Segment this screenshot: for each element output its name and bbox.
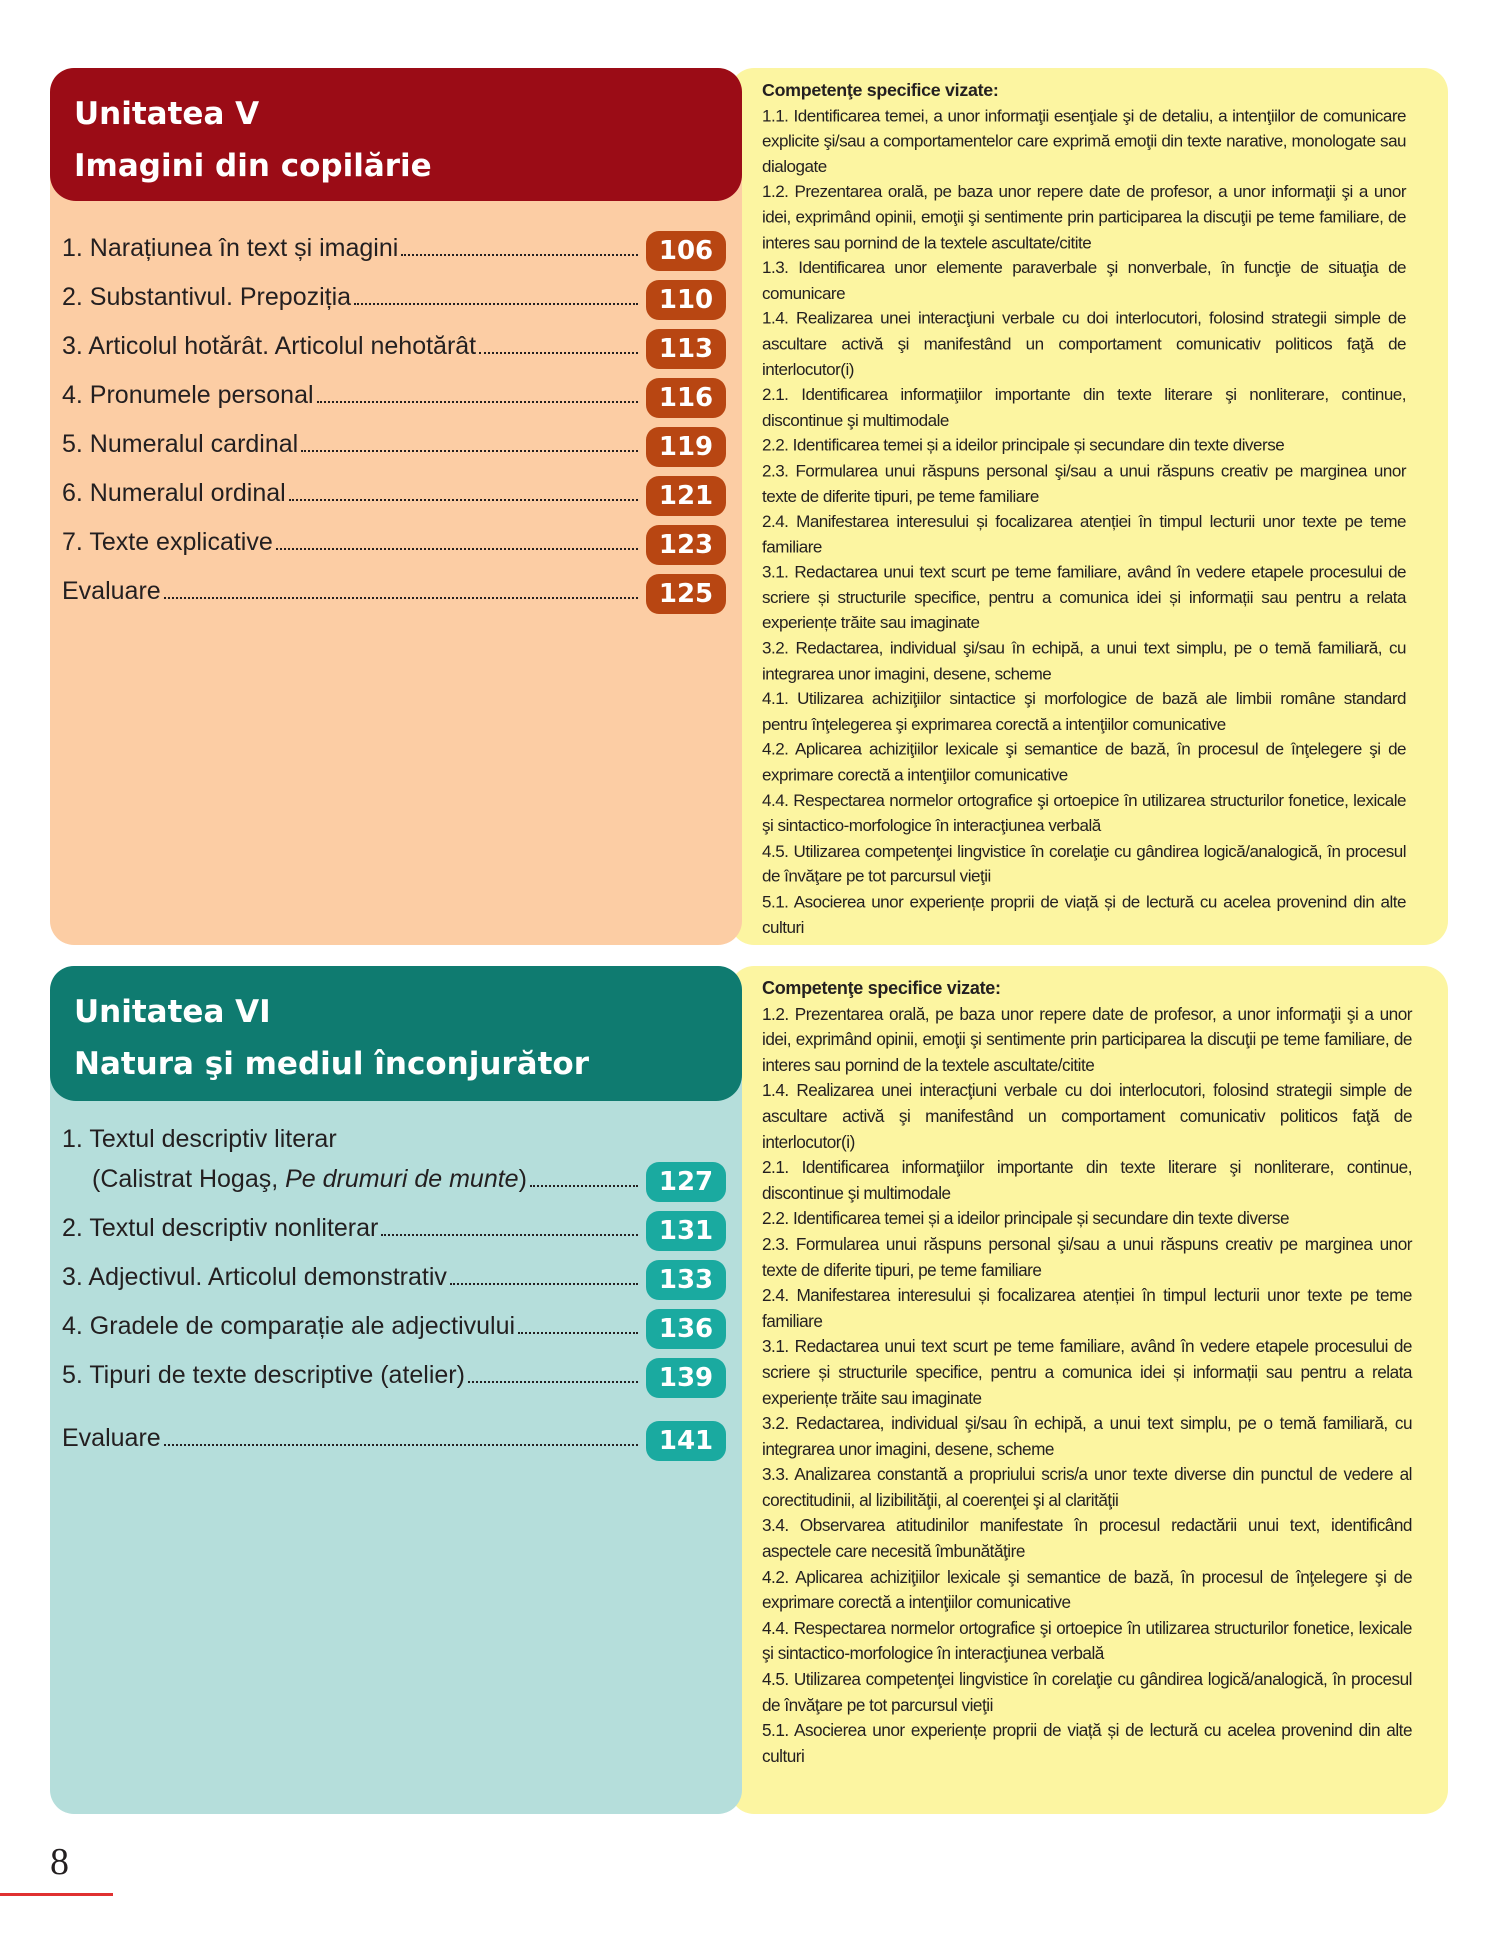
page-number-badge: 141 <box>646 1421 726 1461</box>
dot-leader <box>381 1234 638 1236</box>
toc-entry[interactable] <box>62 1306 726 1355</box>
dot-leader <box>164 597 638 599</box>
competence-item: 2.4. Manifestarea interesului și focalizarea atenției în timpul lecturii unor texte pe teme familiare <box>762 1285 1412 1331</box>
page-number-badge: 106 <box>646 231 726 271</box>
page-number-badge: 116 <box>646 378 726 418</box>
unit-5-number: Unitatea V <box>74 96 260 132</box>
toc-entry[interactable] <box>62 1122 726 1208</box>
unit-6-number: Unitatea VI <box>74 994 271 1030</box>
competence-item: 2.1. Identificarea informaţiilor importante din texte literare şi nonliterare, continue, discontinue şi multimodale <box>762 1157 1412 1203</box>
page-number-badge: 113 <box>646 329 726 369</box>
toc-entry-title: 7. Texte explicative <box>62 528 273 556</box>
toc-entry[interactable] <box>62 522 726 571</box>
toc-entry-title: 2. Substantivul. Prepoziția <box>62 283 352 311</box>
competences-title: Competenţe specifice vizate: <box>762 978 1001 998</box>
competence-item: 1.3. Identificarea unor elemente paraverbale şi nonverbale, în funcţie de situaţia de comunicare <box>762 257 1407 303</box>
page-number-badge: 131 <box>646 1211 726 1251</box>
competence-item: 2.2. Identificarea temei și a ideilor principale și secundare din texte diverse <box>762 434 1285 455</box>
dot-leader <box>479 352 638 354</box>
page-number-badge: 133 <box>646 1260 726 1300</box>
toc-entry-title: 3. Articolul hotărât. Articolul nehotărât <box>62 332 477 360</box>
competence-item: 3.3. Analizarea constantă a propriului scris/a unor texte diverse din punctul de vedere al corectitudinii, al lizibilităţii, al coerenţei şi al clarităţii <box>762 1464 1412 1510</box>
competence-item: 1.2. Prezentarea orală, pe baza unor repere date de profesor, a unor informaţii şi a unor idei, exprimând opinii, emoţii şi sentimente prin participarea la discuţii pe teme familiare, de interes sau pornind de la textele ascultate/citite <box>762 1003 1412 1075</box>
unit-6-title: Natura şi mediul înconjurător <box>74 1046 589 1082</box>
dot-leader <box>468 1381 638 1383</box>
dot-leader <box>530 1185 638 1187</box>
toc-entry-title: 5. Tipuri de texte descriptive (atelier) <box>62 1361 465 1389</box>
competence-item: 5.1. Asocierea unor experiențe proprii de viață și de lectură cu acelea provenind din alte culturi <box>762 891 1407 937</box>
unit-5-header <box>50 68 742 201</box>
toc-entry-title: Evaluare <box>62 1424 161 1452</box>
unit-5-section <box>50 68 1448 945</box>
dot-leader <box>276 548 638 550</box>
page-number: 8 <box>50 1841 69 1883</box>
toc-entry-title: 1. Narațiunea în text și imagini <box>62 234 399 262</box>
page-number-rule <box>0 1893 113 1896</box>
competence-item: 3.2. Redactarea, individual şi/sau în echipă, a unui text simplu, pe o temă familiară, cu integrarea unor imagini, desene, scheme <box>762 637 1407 684</box>
toc-entry[interactable] <box>62 326 726 375</box>
competence-item: 2.3. Formularea unui răspuns personal şi/sau a unui răspuns creativ pe marginea unor texte de diferite tipuri, pe teme familiare <box>762 1233 1412 1280</box>
competence-item: 4.2. Aplicarea achiziţiilor lexicale şi semantice de bază, în procesul de înţelegere şi de exprimare corectă a intenţiilor comunicative <box>762 1566 1412 1613</box>
page-number-badge: 121 <box>646 476 726 516</box>
competence-item: 2.4. Manifestarea interesului și focalizarea atenției în timpul lecturii unor texte pe teme familiare <box>762 511 1407 557</box>
toc-entry[interactable] <box>62 375 726 424</box>
dot-leader <box>289 499 638 501</box>
competence-item: 4.1. Utilizarea achiziţiilor sintactice şi morfologice de bază ale limbii române standard pentru înţelegerea şi exprimarea corectă a intenţiilor comunicative <box>762 688 1407 734</box>
toc-entry-title: 1. Textul descriptiv literar <box>62 1125 337 1153</box>
competence-item: 3.1. Redactarea unui text scurt pe teme familiare, având în vedere etapele procesului de scriere și structurile specifice, pentru a comunica idei și informații sau pentru a relata experiențe trăite sau imaginate <box>762 561 1407 633</box>
dot-leader <box>317 401 638 403</box>
competence-item: 1.4. Realizarea unei interacţiuni verbale cu doi interlocutori, folosind strategii simple de ascultare activă şi manifestând un comportament comunicativ politicos faţă de interlocutor(i) <box>762 308 1407 379</box>
competence-item: 3.2. Redactarea, individual şi/sau în echipă, a unui text simplu, pe o temă familiară, cu integrarea unor imagini, desene, scheme <box>762 1413 1412 1459</box>
unit-6-table-of-contents <box>62 1122 726 1467</box>
toc-entry[interactable] <box>62 1208 726 1257</box>
page-number-badge: 110 <box>646 280 726 320</box>
competence-item: 2.2. Identificarea temei și a ideilor principale și secundare din texte diverse <box>762 1208 1290 1229</box>
competence-item: 1.2. Prezentarea orală, pe baza unor repere date de profesor, a unor informaţii şi a unor idei, exprimând opinii, emoţii şi sentimente prin participarea la discuţii pe teme familiare, de interes sau pornind de la textele ascultate/citite <box>762 181 1407 252</box>
dot-leader <box>164 1444 638 1446</box>
competence-item: 2.1. Identificarea informaţiilor importante din texte literare şi nonliterare, continue, discontinue şi multimodale <box>762 384 1407 430</box>
unit-6-section <box>50 966 1448 1814</box>
unit-5-competences <box>762 78 1406 940</box>
competence-item: 2.3. Formularea unui răspuns personal şi/sau a unui răspuns creativ pe marginea unor texte de diferite tipuri, pe teme familiare <box>762 460 1407 506</box>
page-number-badge: 136 <box>646 1309 726 1349</box>
toc-entry-title: 6. Numeralul ordinal <box>62 479 286 507</box>
dot-leader <box>450 1283 638 1285</box>
toc-entry-evaluation[interactable] <box>62 1418 726 1467</box>
toc-entry-title: 5. Numeralul cardinal <box>62 430 299 458</box>
toc-entry[interactable] <box>62 571 726 620</box>
toc-entry[interactable] <box>62 1355 726 1404</box>
competence-item: 3.4. Observarea atitudinilor manifestate în procesul redactării unui text, identificând aspectele care necesită îmbunătăţire <box>762 1515 1412 1562</box>
unit-5-table-of-contents <box>62 228 726 620</box>
page-number-badge: 125 <box>646 574 726 614</box>
toc-entry[interactable] <box>62 277 726 326</box>
competence-item: 1.4. Realizarea unei interacţiuni verbale cu doi interlocutori, folosind strategii simple de ascultare activă şi manifestând un comportament comunicativ politicos faţă de interlocutor(i) <box>762 1080 1412 1152</box>
competence-item: 4.4. Respectarea normelor ortografice şi ortoepice în utilizarea structurilor fonetice, lexicale şi sintactico-morfologice în interacţiunea verbală <box>762 1617 1412 1664</box>
competences-title: Competenţe specifice vizate: <box>762 79 999 100</box>
competence-item: 4.5. Utilizarea competenţei lingvistice în corelaţie cu gândirea logică/analogică, în procesul de învăţare pe tot parcursul vieţii <box>762 840 1407 886</box>
competence-item: 4.2. Aplicarea achiziţiilor lexicale şi semantice de bază, în procesul de înţelegere şi de exprimare corectă a intenţiilor comunicative <box>762 739 1407 785</box>
toc-entry-title: Evaluare <box>62 577 161 605</box>
competence-item: 1.1. Identificarea temei, a unor informaţii esenţiale şi de detaliu, a intenţiilor de comunicare explicite şi/sau a comportamentelor care exprimă emoţii din texte narative, monologate sau dialogate <box>762 105 1407 176</box>
unit-6-header <box>50 966 742 1101</box>
toc-entry[interactable] <box>62 473 726 522</box>
toc-entry-title: 4. Gradele de comparație ale adjectivului <box>62 1312 516 1340</box>
toc-entry-title: 3. Adjectivul. Articolul demonstrativ <box>62 1263 447 1291</box>
toc-entry-subtitle: (Calistrat Hogaş, Pe drumuri de munte) <box>92 1165 527 1193</box>
unit-6-competences <box>762 976 1412 1769</box>
toc-entry-title: 4. Pronumele personal <box>62 381 314 409</box>
dot-leader <box>518 1332 638 1334</box>
page-number-badge: 127 <box>646 1162 726 1202</box>
page-number-badge: 139 <box>646 1358 726 1398</box>
page-number-badge: 119 <box>646 427 726 467</box>
dot-leader <box>401 254 638 256</box>
competence-item: 3.1. Redactarea unui text scurt pe teme familiare, având în vedere etapele procesului de scriere și structurile specifice, pentru a comunica idei și informații sau pentru a relata experiențe trăite sau imaginate <box>762 1336 1412 1408</box>
competence-item: 5.1. Asocierea unor experiențe proprii de viață și de lectură cu acelea provenind din alte culturi <box>762 1720 1412 1766</box>
dot-leader <box>354 303 638 305</box>
competence-item: 4.5. Utilizarea competenţei lingvistice în corelaţie cu gândirea logică/analogică, în procesul de învăţare pe tot parcursul vieţii <box>762 1669 1412 1715</box>
toc-entry-title: 2. Textul descriptiv nonliterar <box>62 1214 379 1242</box>
competence-item: 4.4. Respectarea normelor ortografice şi ortoepice în utilizarea structurilor fonetice, lexicale şi sintactico-morfologice în interacţiunea verbală <box>762 790 1407 836</box>
toc-entry[interactable] <box>62 1257 726 1306</box>
page-number-badge: 123 <box>646 525 726 565</box>
toc-entry[interactable] <box>62 424 726 473</box>
dot-leader <box>301 450 638 452</box>
toc-entry[interactable] <box>62 228 726 277</box>
unit-5-title: Imagini din copilărie <box>74 148 432 184</box>
